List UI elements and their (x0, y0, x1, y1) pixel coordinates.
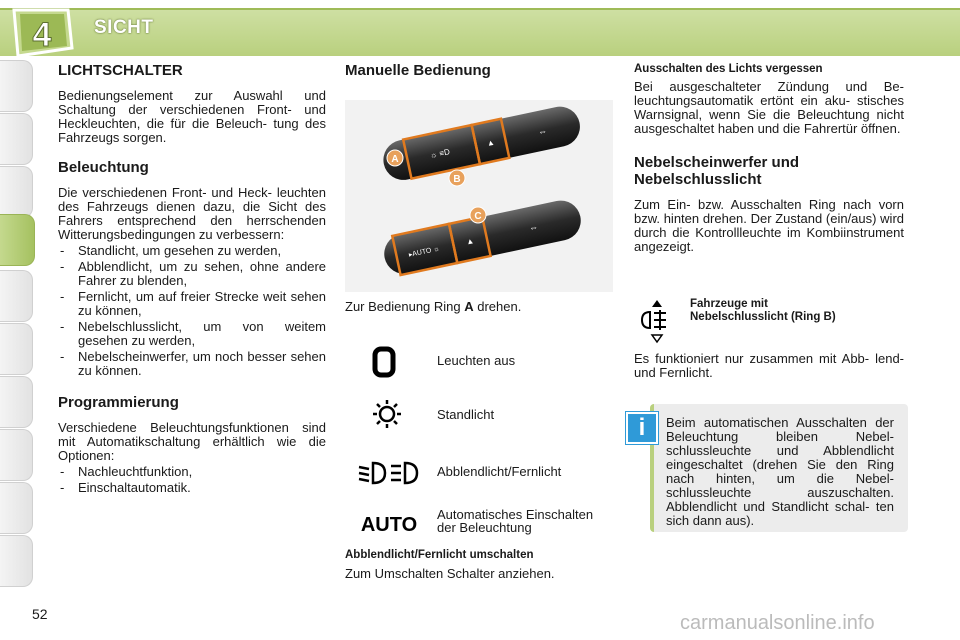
fog-lights-text: Zum Ein- bzw. Ausschalten Ring nach vorn bzw. hinten drehen. Der Zustand (ein/aus) wird durch die Kontrollleuchte im Kombiinstrument angezeigt. (634, 197, 904, 254)
chapter-tab-8[interactable] (0, 429, 33, 481)
watermark: carmanualsonline.info (680, 612, 875, 634)
dipped-main-beam-icon (355, 457, 425, 497)
list-item: - Nachleuchtfunktion, (58, 465, 326, 479)
symbol-label-line: Automatisches Einschalten (437, 507, 594, 522)
lighting-intro: Die verschiedenen Front- und Heck- leuchten des Fahrzeugs dienen dazu, die Sicht des Fahrers entsprechend den herrschenden Witterungsbedingungen zu verbessern: (58, 185, 326, 242)
ring-label-a-text: A (391, 154, 399, 165)
symbol-row-sidelight (345, 398, 617, 442)
page-number: 52 (32, 606, 48, 622)
symbol-label: Abblendlicht/Fernlicht (437, 464, 562, 479)
heading-lichtschalter: LICHTSCHALTER (58, 62, 183, 79)
heading-fog-line: Nebelscheinwerfer und (634, 154, 800, 171)
chapter-tab-3[interactable] (0, 166, 33, 218)
chapter-tab-2[interactable] (0, 113, 33, 165)
column-right (634, 62, 904, 264)
chapter-tab-10[interactable] (0, 535, 33, 587)
chapter-tab-6[interactable] (0, 323, 33, 375)
symbol-row-dipped-main (345, 457, 617, 501)
rear-fog-light-icon (640, 298, 674, 344)
chapter-title: SICHT (94, 17, 154, 38)
lights-forgotten-text: Bei ausgeschalteter Zündung und Be- leuchtungsautomatik ertönt ein aku- stisches Warnsignal, wenn Sie die Beleuchtung nicht ausgeschaltet haben und die Fahrertür öffnen. (634, 79, 904, 136)
heading-fog-line: Nebelschlusslicht (634, 171, 762, 188)
ring-label-a (387, 150, 403, 166)
caption-text: Zur Bedienung Ring (345, 299, 465, 314)
ring-label-b (449, 170, 465, 186)
chapter-number: 4 (32, 16, 52, 54)
symbol-row-lights-off (345, 345, 617, 389)
svg-text:☼ ≡D: ☼ ≡D (429, 147, 451, 161)
prog-intro: Verschiedene Beleuchtungsfunktionen sind mit Automatikschaltung erhältlich wie die Optionen: (58, 420, 326, 463)
heading-fog-lights (634, 154, 904, 188)
heading-manuelle-bedienung: Manuelle Bedienung (345, 62, 491, 79)
fog-symbol-label (690, 298, 836, 324)
svg-text:▲: ▲ (485, 137, 496, 149)
symbol-row-auto (345, 507, 617, 551)
symbol-label: Standlicht (437, 407, 495, 422)
info-icon: i (626, 412, 658, 444)
svg-text:▲: ▲ (465, 236, 475, 247)
sidelight-icon (355, 398, 425, 438)
svg-text:⇔: ⇔ (528, 221, 540, 234)
heading-beleuchtung: Beleuchtung (58, 159, 149, 176)
chapter-tab-strip (0, 56, 48, 586)
svg-text:▸AUTO ☼: ▸AUTO ☼ (408, 245, 441, 259)
column-manuelle-bedienung (345, 62, 617, 89)
chapter-tab-1[interactable] (0, 60, 33, 112)
dip-switch-text: Zum Umschalten Schalter anziehen. (345, 566, 555, 581)
list-item: - Fernlicht, um auf freier Strecke weit sehen zu können, (58, 290, 326, 318)
intro-paragraph: Bedienungselement zur Auswahl und Schaltung der verschiedenen Front- und Heckleuchten, die für die Beleuch- tung des Fahrzeugs sorgen. (58, 88, 326, 145)
heading-dip-switch: Abblendlicht/Fernlicht umschalten (345, 549, 534, 561)
ring-label-c (470, 207, 486, 223)
symbol-label: Leuchten aus (437, 353, 516, 368)
chapter-badge (10, 4, 76, 60)
symbol-label-line: der Beleuchtung (437, 520, 532, 535)
caption-text-end: drehen. (473, 299, 522, 314)
lighting-list (58, 244, 326, 378)
fog-symbol-label-line: Fahrzeuge mit (690, 298, 768, 310)
chapter-tab-9[interactable] (0, 482, 33, 534)
caption-ring: A (464, 299, 474, 314)
heading-lights-forgotten: Ausschalten des Lichts vergessen (634, 63, 823, 75)
heading-programmierung: Programmierung (58, 394, 179, 411)
column-lichtschalter (58, 62, 326, 497)
fog-note: Es funktioniert nur zusammen mit Abb- lend- und Fernlicht. (634, 351, 904, 380)
svg-text:⇔: ⇔ (537, 125, 548, 138)
light-off-icon (355, 345, 425, 385)
chapter-tab-4-active[interactable] (0, 214, 35, 266)
list-item: - Standlicht, um gesehen zu werden, (58, 244, 326, 258)
ring-label-b-text: B (453, 174, 461, 185)
list-item: - Einschaltautomatik. (58, 481, 326, 495)
picture-caption (345, 299, 521, 314)
prog-list (58, 465, 326, 495)
light-switch-stalk-picture (345, 100, 613, 292)
chapter-tab-5[interactable] (0, 270, 33, 322)
auto-icon (355, 507, 425, 547)
auto-icon-text: AUTO (360, 514, 418, 536)
list-item: - Nebelschlusslicht, um von weitem gesehen zu werden, (58, 320, 326, 348)
symbol-label (437, 508, 593, 534)
info-text: Beim automatischen Ausschalten der Beleuchtung bleiben Nebel- schlussleuchte und Abblendlicht eingeschaltet (drehen Sie den Ring nach hinten, um die Nebel- schlussleuchte auszuschalten. Abblendlicht und Standlicht schal- ten sich dann aus). (666, 415, 894, 528)
info-box (650, 404, 908, 532)
ring-label-c-text: C (474, 211, 482, 222)
list-item: - Abblendlicht, um zu sehen, ohne andere Fahrer zu blenden, (58, 260, 326, 288)
fog-symbol-block (634, 298, 904, 348)
chapter-tab-7[interactable] (0, 376, 33, 428)
fog-symbol-label-line: Nebelschlusslicht (Ring B) (690, 311, 836, 323)
list-item: - Nebelscheinwerfer, um noch besser sehen zu können. (58, 350, 326, 378)
header-stripe (0, 8, 960, 10)
